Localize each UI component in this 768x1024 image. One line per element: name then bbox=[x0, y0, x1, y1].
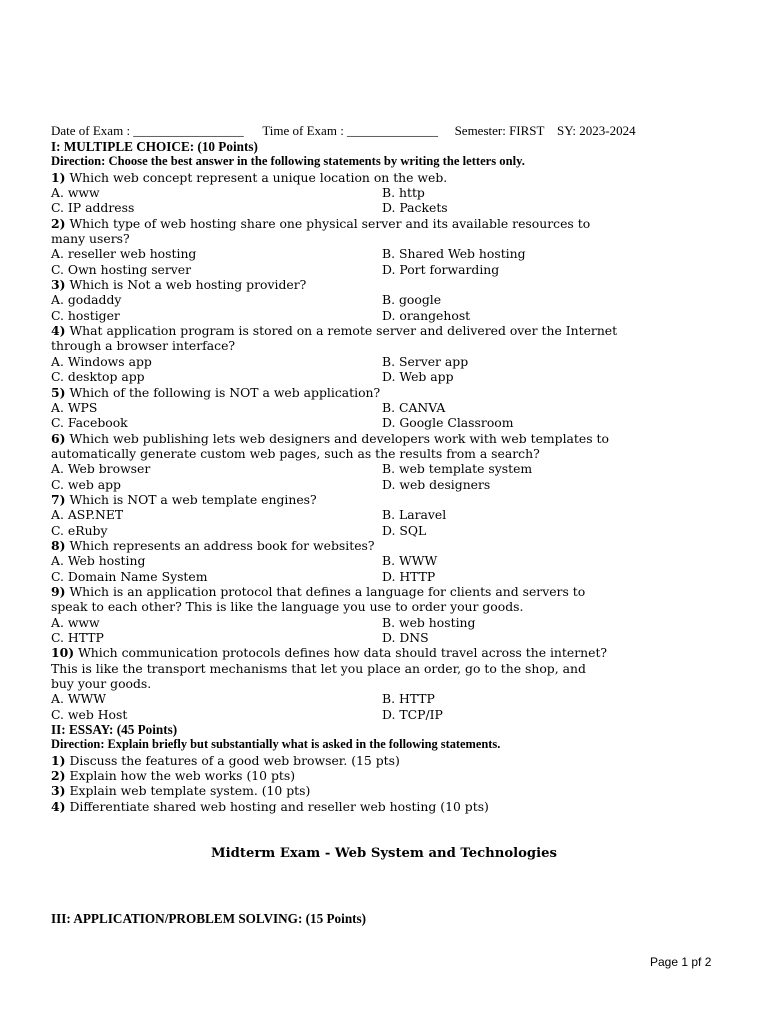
question-text: 2) Which type of web hosting share one physical server and its available resources to bbox=[51, 215, 591, 231]
time-of-exam-field: Time of Exam : ______________ bbox=[262, 123, 439, 138]
option-b: B. HTTP bbox=[382, 691, 435, 707]
question-text: buy your goods. bbox=[51, 676, 152, 692]
option-a: A. ASP.NET bbox=[51, 507, 124, 523]
option-a: A. Web browser bbox=[51, 461, 151, 477]
option-d: D. Google Classroom bbox=[382, 415, 514, 431]
answer-options bbox=[51, 185, 719, 216]
question-number: 3) bbox=[51, 277, 66, 293]
essay-list bbox=[51, 753, 719, 814]
question-item bbox=[51, 538, 719, 584]
answer-options bbox=[51, 292, 719, 323]
question-item bbox=[51, 385, 719, 431]
answer-options bbox=[51, 691, 719, 722]
question-number: 2) bbox=[51, 215, 66, 231]
question-text: automatically generate custom web pages, such as the results from a search? bbox=[51, 445, 540, 461]
option-b: B. Server app bbox=[382, 353, 469, 369]
section2-heading: II: ESSAY: (45 Points) bbox=[51, 722, 178, 738]
question-text: 3) Which is Not a web hosting provider? bbox=[51, 277, 307, 293]
option-a: A. www bbox=[51, 185, 100, 201]
section1-heading: I: MULTIPLE CHOICE: (10 Points) bbox=[51, 139, 258, 154]
date-of-exam-field: Date of Exam : _________________ bbox=[51, 123, 244, 138]
answer-options bbox=[51, 246, 719, 277]
essay-item: 2) Explain how the web works (10 pts) bbox=[51, 768, 296, 784]
question-list bbox=[51, 170, 719, 722]
answer-options bbox=[51, 553, 719, 584]
question-number: 8) bbox=[51, 537, 66, 553]
question-item bbox=[51, 584, 719, 645]
question-item bbox=[51, 492, 719, 538]
option-a: A. WPS bbox=[51, 399, 98, 415]
option-b: B. Laravel bbox=[382, 507, 447, 523]
answer-options bbox=[51, 354, 719, 385]
option-b: B. CANVA bbox=[382, 399, 446, 415]
section2-direction: Direction: Explain briefly but substantially what is asked in the following statements. bbox=[51, 737, 501, 752]
exam-header bbox=[51, 122, 721, 140]
question-text: 7) Which is NOT a web template engines? bbox=[51, 491, 317, 507]
option-a: A. Web hosting bbox=[51, 553, 146, 569]
option-c: C. web app bbox=[51, 476, 121, 492]
question-number: 7) bbox=[51, 491, 66, 507]
question-text: 6) Which web publishing lets web designers and developers work with web templates to bbox=[51, 430, 609, 446]
essay-item: 3) Explain web template system. (10 pts) bbox=[51, 783, 311, 799]
question-item bbox=[51, 216, 719, 277]
option-b: B. Shared Web hosting bbox=[382, 246, 526, 262]
option-c: C. IP address bbox=[51, 200, 135, 216]
option-c: C. Domain Name System bbox=[51, 568, 208, 584]
question-number: 10) bbox=[51, 645, 75, 661]
option-d: D. Port forwarding bbox=[382, 261, 500, 277]
question-item bbox=[51, 277, 719, 323]
answer-options bbox=[51, 400, 719, 431]
essay-number: 4) bbox=[51, 798, 66, 814]
option-c: C. HTTP bbox=[51, 630, 104, 645]
option-a: A. godaddy bbox=[51, 292, 122, 308]
question-number: 6) bbox=[51, 430, 66, 446]
option-b: B. http bbox=[382, 185, 425, 201]
option-d: D. Web app bbox=[382, 369, 454, 385]
question-number: 5) bbox=[51, 384, 66, 400]
option-c: C. Facebook bbox=[51, 415, 128, 431]
option-d: D. TCP/IP bbox=[382, 706, 443, 722]
option-c: C. Own hosting server bbox=[51, 261, 192, 277]
option-d: D. HTTP bbox=[382, 568, 436, 584]
essay-number: 3) bbox=[51, 783, 66, 799]
option-a: A. reseller web hosting bbox=[51, 246, 197, 262]
option-d: D. orangehost bbox=[382, 307, 471, 323]
question-text: 4) What application program is stored on a remote server and delivered over the Internet bbox=[51, 323, 618, 339]
question-text: This is like the transport mechanisms that let you place an order, go to the shop, and bbox=[51, 660, 586, 676]
section3-heading: III: APPLICATION/PROBLEM SOLVING: (15 Points) bbox=[51, 911, 367, 926]
option-b: B. WWW bbox=[382, 553, 438, 569]
exam-content bbox=[51, 139, 719, 814]
option-c: C. web Host bbox=[51, 706, 128, 722]
question-text: many users? bbox=[51, 231, 130, 247]
question-text: through a browser interface? bbox=[51, 338, 236, 354]
question-number: 4) bbox=[51, 323, 66, 339]
exam-title: Midterm Exam - Web System and Technologies bbox=[211, 846, 557, 861]
question-text: speak to each other? This is like the language you use to order your goods. bbox=[51, 599, 524, 615]
essay-item: 4) Differentiate shared web hosting and reseller web hosting (10 pts) bbox=[51, 798, 489, 814]
semester-label: Semester: FIRST bbox=[454, 123, 545, 138]
option-d: D. Packets bbox=[382, 200, 448, 216]
question-item bbox=[51, 170, 719, 216]
question-text: 1) Which web concept represent a unique location on the web. bbox=[51, 169, 448, 185]
question-text: 5) Which of the following is NOT a web application? bbox=[51, 384, 381, 400]
essay-number: 2) bbox=[51, 768, 66, 784]
school-year-label: SY: 2023-2024 bbox=[556, 123, 636, 138]
essay-number: 1) bbox=[51, 752, 66, 768]
question-item bbox=[51, 323, 719, 384]
option-a: A. WWW bbox=[51, 691, 107, 707]
page-number: Page 1 pf 2 bbox=[650, 955, 712, 969]
question-text: 8) Which represents an address book for websites? bbox=[51, 537, 375, 553]
answer-options bbox=[51, 615, 719, 646]
question-item bbox=[51, 431, 719, 492]
question-text: 10) Which communication protocols defines how data should travel across the internet? bbox=[51, 645, 608, 661]
option-d: D. DNS bbox=[382, 630, 429, 645]
question-number: 9) bbox=[51, 583, 66, 599]
essay-item: 1) Discuss the features of a good web browser. (15 pts) bbox=[51, 752, 400, 768]
question-text: 9) Which is an application protocol that defines a language for clients and servers to bbox=[51, 583, 586, 599]
option-d: D. SQL bbox=[382, 522, 427, 538]
answer-options bbox=[51, 507, 719, 538]
question-item bbox=[51, 645, 719, 722]
option-b: B. google bbox=[382, 292, 442, 308]
option-c: C. eRuby bbox=[51, 522, 108, 538]
option-c: C. desktop app bbox=[51, 369, 145, 385]
section1-direction: Direction: Choose the best answer in the following statements by writing the letters only. bbox=[51, 154, 525, 169]
answer-options bbox=[51, 461, 719, 492]
question-number: 1) bbox=[51, 169, 66, 185]
option-c: C. hostiger bbox=[51, 307, 120, 323]
option-d: D. web designers bbox=[382, 476, 491, 492]
option-a: A. Windows app bbox=[51, 353, 152, 369]
option-b: B. web hosting bbox=[382, 614, 476, 630]
option-b: B. web template system bbox=[382, 461, 533, 477]
option-a: A. www bbox=[51, 614, 100, 630]
